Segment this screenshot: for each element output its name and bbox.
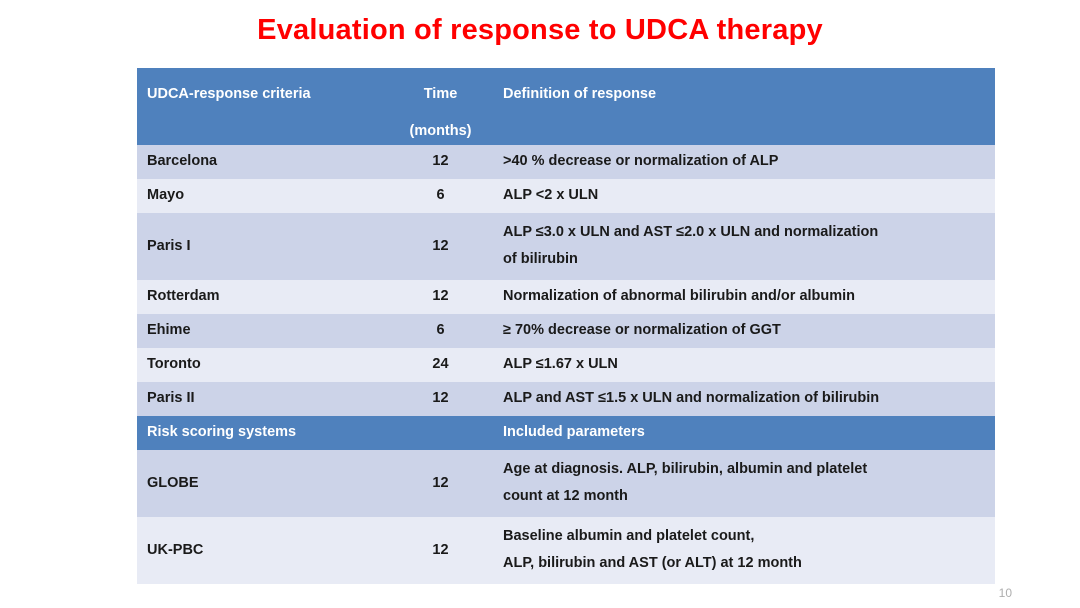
section-header-definition: Included parameters (493, 416, 995, 450)
cell-definition (493, 517, 995, 584)
cell-criteria: UK-PBC (137, 517, 388, 584)
cell-time: 12 (388, 213, 493, 280)
cell-criteria: Paris I (137, 213, 388, 280)
cell-definition: Normalization of abnormal bilirubin and/or albumin (493, 280, 995, 314)
cell-criteria: Mayo (137, 179, 388, 213)
section-header-time (388, 416, 493, 450)
column-header-time (388, 68, 493, 145)
table-row (137, 179, 995, 213)
table-row (137, 145, 995, 179)
table-row (137, 348, 995, 382)
cell-time: 24 (388, 348, 493, 382)
cell-time: 12 (388, 450, 493, 517)
section-header-criteria: Risk scoring systems (137, 416, 388, 450)
table-row (137, 382, 995, 416)
cell-time: 6 (388, 179, 493, 213)
page-title: Evaluation of response to UDCA therapy (257, 14, 823, 46)
cell-definition-line1: Baseline albumin and platelet count, (503, 528, 755, 545)
cell-definition: >40 % decrease or normalization of ALP (493, 145, 995, 179)
cell-time: 12 (388, 145, 493, 179)
cell-criteria: Toronto (137, 348, 388, 382)
table-section-row (137, 416, 995, 450)
column-header-time-unit: (months) (409, 122, 472, 139)
column-header-definition: Definition of response (493, 68, 995, 145)
cell-criteria: Rotterdam (137, 280, 388, 314)
cell-criteria: Barcelona (137, 145, 388, 179)
cell-criteria: GLOBE (137, 450, 388, 517)
cell-definition (493, 213, 995, 280)
cell-definition-line1: ALP ≤3.0 x ULN and AST ≤2.0 x ULN and normalization (503, 224, 879, 241)
udca-response-table (137, 68, 995, 584)
cell-time: 12 (388, 517, 493, 584)
cell-definition: ALP <2 x ULN (493, 179, 995, 213)
column-header-time-label: Time (423, 86, 458, 102)
table-row (137, 450, 995, 517)
cell-time: 12 (388, 382, 493, 416)
table-row (137, 213, 995, 280)
cell-time: 6 (388, 314, 493, 348)
column-header-criteria: UDCA-response criteria (137, 68, 388, 145)
table-header-row (137, 68, 995, 145)
cell-definition: ≥ 70% decrease or normalization of GGT (493, 314, 995, 348)
table-row (137, 314, 995, 348)
table-row (137, 280, 995, 314)
cell-definition: ALP and AST ≤1.5 x ULN and normalization of bilirubin (493, 382, 995, 416)
table-row (137, 517, 995, 584)
cell-definition (493, 450, 995, 517)
page-number: 10 (998, 586, 1012, 600)
cell-time: 12 (388, 280, 493, 314)
cell-criteria: Ehime (137, 314, 388, 348)
cell-definition-line1: Age at diagnosis. ALP, bilirubin, albumin and platelet (503, 461, 868, 478)
cell-definition: ALP ≤1.67 x ULN (493, 348, 995, 382)
cell-definition-line2: ALP, bilirubin and AST (or ALT) at 12 month (503, 555, 802, 572)
cell-criteria: Paris II (137, 382, 388, 416)
cell-definition-line2: of bilirubin (503, 251, 578, 268)
cell-definition-line2: count at 12 month (503, 488, 628, 505)
